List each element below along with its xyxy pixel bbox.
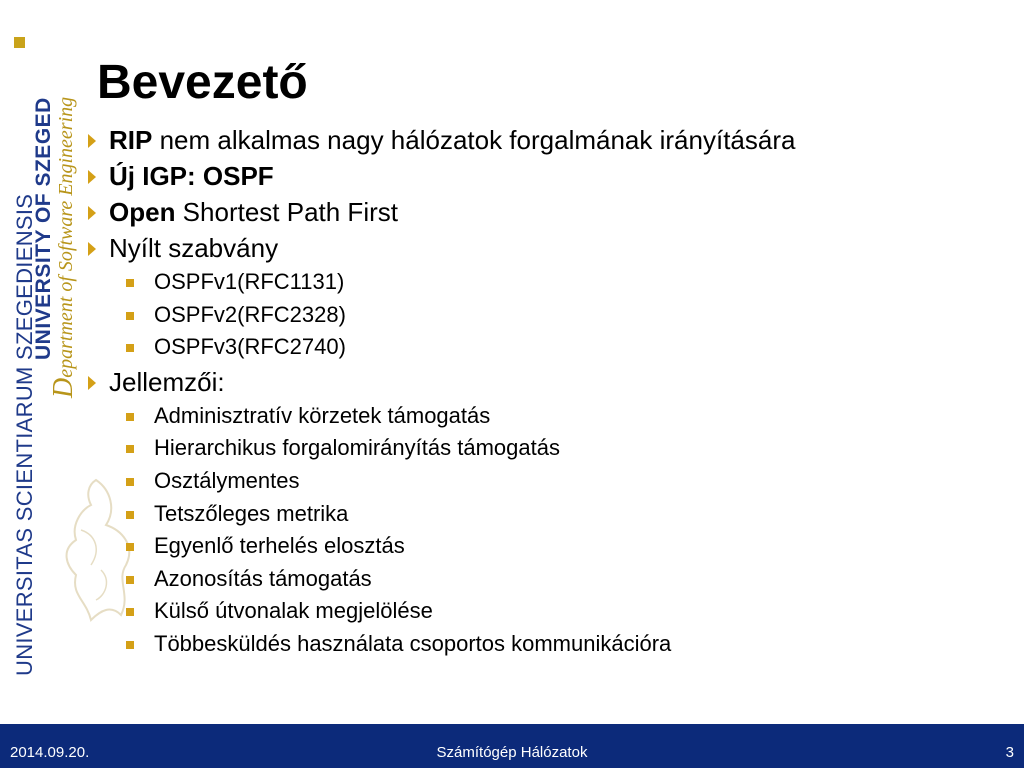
footer-course-title: Számítógép Hálózatok [436,744,588,761]
bullet-item [88,364,795,661]
sub-bullet-item [109,465,795,498]
sub-bullet-text: Azonosítás támogatás [154,565,372,591]
sub-bullet-text: Adminisztratív körzetek támogatás [154,402,491,428]
bullet-text: Nyílt szabvány [109,233,279,263]
sub-bullet-text: Hierarchikus forgalomirányítás támogatás [154,435,560,461]
arrow-bullet-icon [88,170,96,184]
corner-square-decoration [14,37,25,48]
department-initial: D [48,377,79,398]
sub-bullet-text: OSPFv2(RFC2328) [154,301,346,327]
bullet-text: Shortest Path First [175,197,398,227]
square-bullet-icon [126,641,134,649]
bullet-bold-text: Open [109,197,176,227]
slide-title: Bevezető [97,56,308,109]
sub-bullet-item [109,266,795,299]
latin-university-name: UNIVERSITAS SCIENTIARUM SZEGEDIENSIS [12,193,37,676]
bullet-item [88,122,795,158]
bullet-bold-text: Új IGP: OSPF [109,161,274,191]
sub-bullet-item [109,595,795,628]
slide-page-number: 3 [1005,744,1014,761]
bullet-item [88,194,795,230]
square-bullet-icon [126,543,134,551]
sub-bullet-item [109,400,795,433]
sub-bullet-text: OSPFv1(RFC1131) [154,269,345,294]
square-bullet-icon [126,312,134,320]
sub-bullet-text: Külső útvonalak megjelölése [154,598,433,624]
sub-bullet-item [109,299,795,332]
arrow-bullet-icon [88,134,96,148]
bullet-text: Jellemzői: [109,366,225,397]
university-name: UNIVERSITY OF SZEGED [32,97,55,360]
sub-bullet-list [109,266,795,364]
sub-bullet-text: Többesküldés használata csoportos kommunikációra [154,630,672,656]
footer-bar [0,724,1024,768]
department-name [48,97,80,398]
sub-bullet-item [109,498,795,531]
arrow-bullet-icon [88,206,96,220]
square-bullet-icon [126,576,134,584]
square-bullet-icon [126,344,134,352]
sub-bullet-list [109,400,795,661]
sub-bullet-item [109,331,795,364]
sub-bullet-text: OSPFv3(RFC2740) [154,334,346,360]
bullet-bold-text: RIP [109,125,153,155]
square-bullet-icon [126,445,134,453]
square-bullet-icon [126,413,134,421]
square-bullet-icon [126,478,134,486]
sub-bullet-item [109,628,795,661]
square-bullet-icon [126,608,134,616]
department-rest: epartment of Software Engineering [55,96,77,378]
bullet-list [88,122,795,661]
sub-bullet-text: Egyenlő terhelés elosztás [154,533,405,559]
sub-bullet-text: Osztálymentes [154,467,300,493]
sub-bullet-item [109,432,795,465]
square-bullet-icon [126,511,134,519]
footer-date: 2014.09.20. [10,744,90,761]
bullet-item [88,230,795,364]
bullet-text: nem alkalmas nagy hálózatok forgalmának irányítására [152,125,796,155]
arrow-bullet-icon [88,242,96,256]
bullet-item [88,158,795,194]
arrow-bullet-icon [88,376,96,390]
sub-bullet-item [109,530,795,563]
sub-bullet-text: Tetszőleges metrika [154,500,349,526]
sub-bullet-item [109,563,795,596]
square-bullet-icon [126,279,134,287]
